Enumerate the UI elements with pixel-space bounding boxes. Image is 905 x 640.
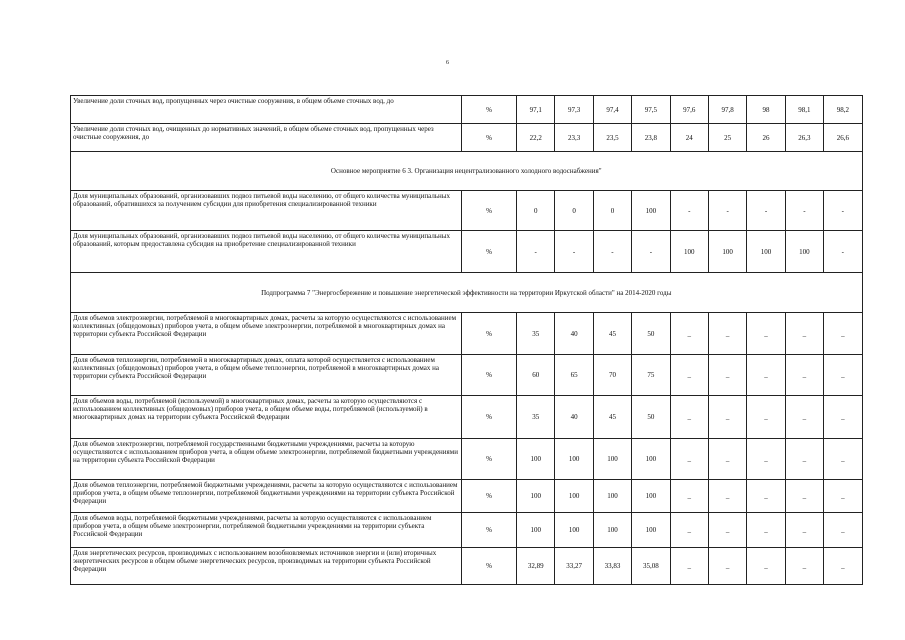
value-cell: 98,1	[785, 96, 823, 124]
value-cell: _	[824, 513, 862, 548]
value-cell: _	[785, 313, 823, 355]
table-row	[71, 513, 863, 548]
value-cell: _	[747, 355, 785, 396]
value-cell: _	[670, 313, 708, 355]
value-cell: -	[708, 191, 746, 231]
page-number: 6	[446, 60, 449, 66]
value-cell: _	[785, 396, 823, 439]
value-cell: 35	[517, 313, 555, 355]
value-cell: _	[670, 396, 708, 439]
value-cell: _	[708, 355, 746, 396]
table-row	[71, 396, 863, 439]
table-row	[71, 191, 863, 231]
unit-cell: %	[462, 480, 517, 513]
value-cell: 45	[593, 313, 631, 355]
value-cell: 50	[632, 313, 670, 355]
value-cell: -	[670, 191, 708, 231]
value-cell: 60	[517, 355, 555, 396]
value-cell: -	[593, 231, 631, 273]
value-cell: 35,08	[632, 548, 670, 585]
value-cell: -	[517, 231, 555, 273]
indicators-table	[70, 95, 863, 585]
table-row	[71, 439, 863, 480]
unit-cell: %	[462, 548, 517, 585]
value-cell: 0	[555, 191, 593, 231]
value-cell: 100	[593, 480, 631, 513]
value-cell: 70	[593, 355, 631, 396]
indicator-name: Доля муниципальных образований, организовавших подвоз питьевой воды населению, от общего количества муниципальных образований, которым предоставлена субсидия на приобретение специализированной техники	[71, 231, 462, 273]
value-cell: _	[670, 480, 708, 513]
value-cell: 100	[632, 191, 670, 231]
value-cell: 100	[517, 480, 555, 513]
value-cell: 97,3	[555, 96, 593, 124]
indicator-name: Доля объемов теплоэнергии, потребляемой бюджетными учреждениями, расчеты за которую осуществляются с использованием приборов учета, в общем объеме теплоэнергии, потребляемой бюджетными учреждениями на территории субъекта Российской Федерации	[71, 480, 462, 513]
table-row	[71, 231, 863, 273]
value-cell: _	[708, 480, 746, 513]
value-cell: _	[747, 513, 785, 548]
value-cell: 100	[517, 513, 555, 548]
value-cell: 22,2	[517, 124, 555, 152]
value-cell: _	[747, 439, 785, 480]
value-cell: _	[708, 396, 746, 439]
value-cell: 100	[670, 231, 708, 273]
value-cell: 65	[555, 355, 593, 396]
value-cell: _	[785, 548, 823, 585]
value-cell: 100	[517, 439, 555, 480]
value-cell: 100	[632, 480, 670, 513]
unit-cell: %	[462, 396, 517, 439]
value-cell: 100	[593, 439, 631, 480]
table-row	[71, 548, 863, 585]
value-cell: 100	[555, 480, 593, 513]
value-cell: _	[785, 480, 823, 513]
value-cell: 100	[747, 231, 785, 273]
value-cell: 35	[517, 396, 555, 439]
value-cell: 50	[632, 396, 670, 439]
unit-cell: %	[462, 439, 517, 480]
unit-cell: %	[462, 191, 517, 231]
value-cell: 26	[747, 124, 785, 152]
table-row	[71, 96, 863, 124]
table-row	[71, 124, 863, 152]
value-cell: 0	[517, 191, 555, 231]
value-cell: 23,5	[593, 124, 631, 152]
table-row	[71, 355, 863, 396]
value-cell: -	[555, 231, 593, 273]
value-cell: 100	[555, 513, 593, 548]
value-cell: _	[824, 439, 862, 480]
indicator-name: Доля объемов воды, потребляемой (используемой) в многоквартирных домах, расчеты за которую осуществляются с использованием коллективных (общедомовых) приборов учета, в общем объеме воды, потребляемой (используемой) в многоквартирных домах на территории субъекта Российской Федерации	[71, 396, 462, 439]
value-cell: 32,89	[517, 548, 555, 585]
value-cell: 45	[593, 396, 631, 439]
indicator-name: Доля энергетических ресурсов, производимых с использованием возобновляемых источников энергии и (или) вторичных энергетических ресурсов в общем объеме энергетических ресурсов, производимых на территории субъекта Российской Федерации	[71, 548, 462, 585]
value-cell: 40	[555, 313, 593, 355]
value-cell: _	[670, 355, 708, 396]
value-cell: _	[824, 355, 862, 396]
value-cell: _	[785, 513, 823, 548]
value-cell: 97,1	[517, 96, 555, 124]
value-cell: 100	[593, 513, 631, 548]
unit-cell: %	[462, 124, 517, 152]
value-cell: 100	[632, 513, 670, 548]
value-cell: -	[632, 231, 670, 273]
table-row	[71, 480, 863, 513]
value-cell: 97,5	[632, 96, 670, 124]
section-row	[71, 152, 863, 191]
unit-cell: %	[462, 96, 517, 124]
value-cell: -	[824, 191, 862, 231]
value-cell: 25	[708, 124, 746, 152]
value-cell: _	[747, 480, 785, 513]
unit-cell: %	[462, 513, 517, 548]
value-cell: 26,3	[785, 124, 823, 152]
indicator-name: Доля объемов электроэнергии, потребляемой в многоквартирных домах, расчеты за которую осуществляются с использованием коллективных (общедомовых) приборов учета, в общем объеме электроэнергии, потребляемой в многоквартирных домах на территории субъекта Российской Федерации	[71, 313, 462, 355]
value-cell: 100	[708, 231, 746, 273]
value-cell: _	[708, 548, 746, 585]
value-cell: 98	[747, 96, 785, 124]
value-cell: _	[708, 313, 746, 355]
indicator-name: Доля объемов воды, потребляемой бюджетными учреждениями, расчеты за которую осуществляются с использованием приборов учета, в общем объеме электроэнергии, потребляемой бюджетными учреждениями на территории субъекта Российской Федерации	[71, 513, 462, 548]
value-cell: 26,6	[824, 124, 862, 152]
value-cell: 33,83	[593, 548, 631, 585]
value-cell: _	[670, 439, 708, 480]
table-row	[71, 313, 863, 355]
value-cell: _	[747, 396, 785, 439]
value-cell: -	[747, 191, 785, 231]
value-cell: 100	[785, 231, 823, 273]
value-cell: 100	[555, 439, 593, 480]
value-cell: 100	[632, 439, 670, 480]
value-cell: _	[785, 439, 823, 480]
value-cell: _	[747, 548, 785, 585]
value-cell: 24	[670, 124, 708, 152]
value-cell: 23,3	[555, 124, 593, 152]
value-cell: _	[708, 439, 746, 480]
value-cell: _	[670, 513, 708, 548]
value-cell: 98,2	[824, 96, 862, 124]
value-cell: _	[824, 396, 862, 439]
value-cell: 0	[593, 191, 631, 231]
value-cell: _	[824, 313, 862, 355]
value-cell: _	[708, 513, 746, 548]
indicator-name: Доля объемов электроэнергии, потребляемой государственными бюджетными учреждениями, расчеты за которую осуществляются с использованием приборов учета, в общем объеме электроэнергии, потребляемой бюджетными учреждениями на территории субъекта Российской Федерации	[71, 439, 462, 480]
unit-cell: %	[462, 355, 517, 396]
indicator-name: Увеличение доли сточных вод, очищенных до нормативных значений, в общем объеме сточных вод, пропущенных через очистные сооружения, до	[71, 124, 462, 152]
value-cell: -	[785, 191, 823, 231]
indicator-name: Увеличение доли сточных вод, пропущенных через очистные сооружения, в общем объеме сточных вод, до	[71, 96, 462, 124]
value-cell: 33,27	[555, 548, 593, 585]
value-cell: _	[824, 548, 862, 585]
value-cell: 97,8	[708, 96, 746, 124]
value-cell: _	[670, 548, 708, 585]
value-cell: 97,4	[593, 96, 631, 124]
unit-cell: %	[462, 231, 517, 273]
value-cell: 40	[555, 396, 593, 439]
value-cell: _	[785, 355, 823, 396]
indicator-name: Доля объемов теплоэнергии, потребляемой в многоквартирных домах, оплата которой осуществляется с использованием коллективных (общедомовых) приборов учета, в общем объеме теплоэнергии, потребляемой в многоквартирных домах на территории субъекта Российской Федерации	[71, 355, 462, 396]
value-cell: _	[747, 313, 785, 355]
unit-cell: %	[462, 313, 517, 355]
section-heading: Подпрограмма 7 "Энергосбережение и повышение энергетической эффективности на территории Иркутской области" на 2014-2020 годы	[71, 273, 863, 313]
value-cell: _	[824, 480, 862, 513]
value-cell: 23,8	[632, 124, 670, 152]
section-row	[71, 273, 863, 313]
section-heading: Основное мероприятие 6 3. Организация нецентрализованного холодного водоснабжения"	[71, 152, 863, 191]
value-cell: 75	[632, 355, 670, 396]
value-cell: -	[824, 231, 862, 273]
indicator-name: Доля муниципальных образований, организовавших подвоз питьевой воды населению, от общего количества муниципальных образований, обратившихся за получением субсидии для приобретения специализированной техники	[71, 191, 462, 231]
value-cell: 97,6	[670, 96, 708, 124]
